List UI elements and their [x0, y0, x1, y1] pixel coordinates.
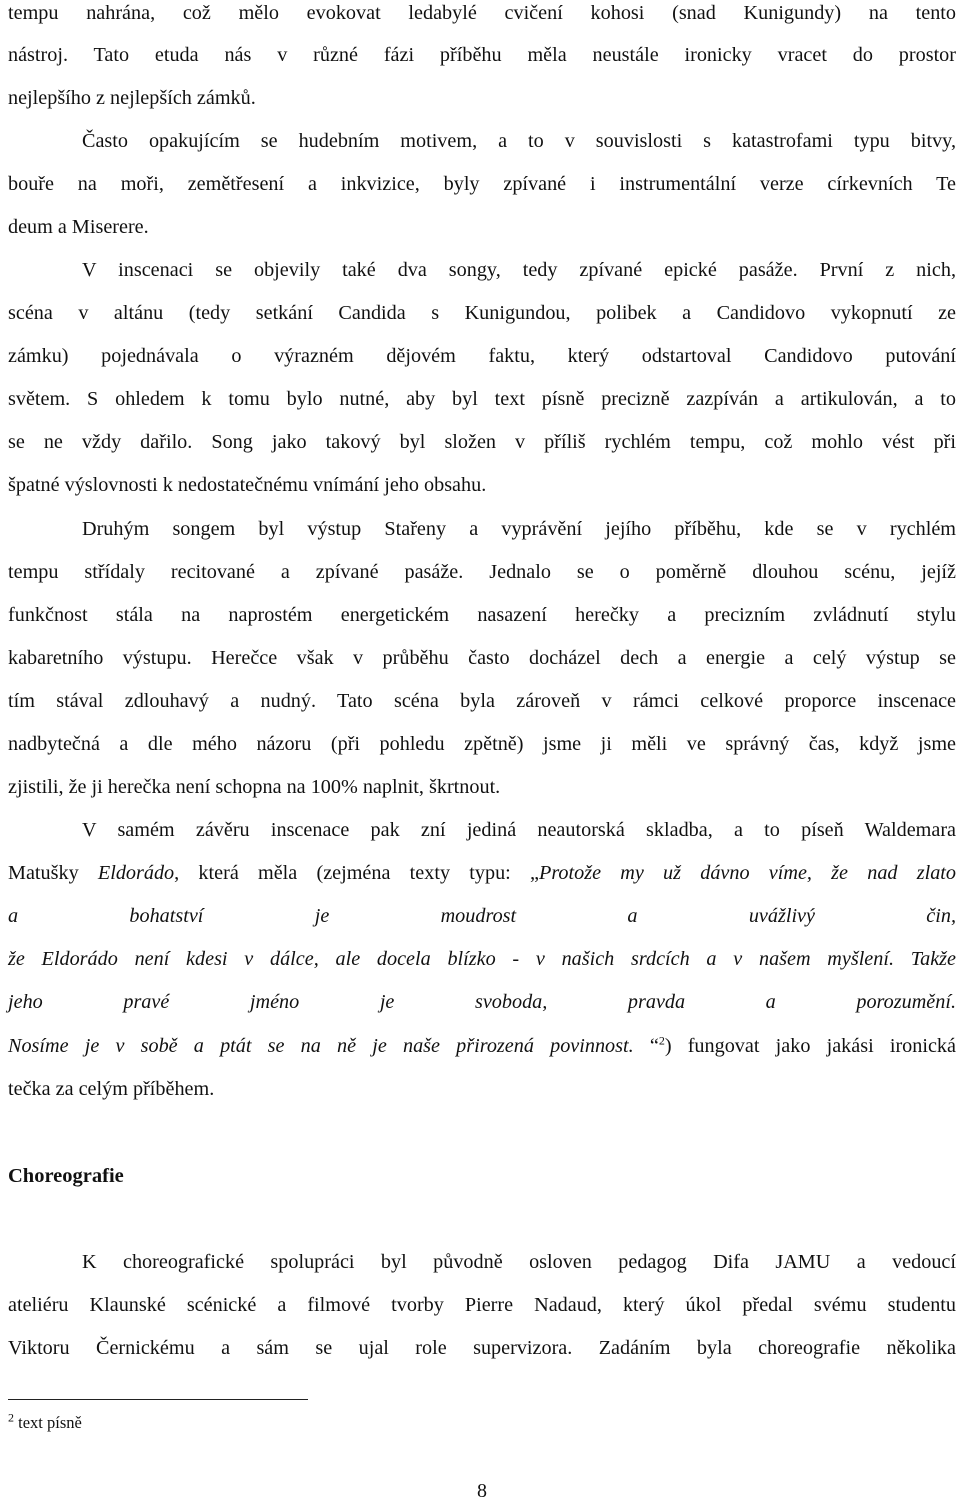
footnote [8, 1412, 82, 1434]
text-line: Často opakujícím se hudebním motivem, a to v souvislosti s katastrofami typu bitvy, [82, 130, 956, 152]
footnote-reference[interactable]: 2 [658, 1033, 665, 1048]
text-line: tečka za celým příběhem. [8, 1078, 215, 1100]
text-line: nadbytečná a dle mého názoru (při pohledu zpětně) jsme ji měli ve správný čas, když jsme [8, 733, 956, 755]
text-line: funkčnost stála na naprostém energetickém nasazení herečky a precizním zvládnutí stylu [8, 604, 956, 626]
song-title: Eldorádo [97, 862, 175, 884]
footnote-text: text písně [14, 1413, 82, 1432]
text-line: zámku) pojednávala o výrazném dějovém faktu, který odstartoval Candidovo putování [8, 345, 956, 367]
text-line: deum a Miserere. [8, 216, 149, 238]
page-number: 8 [477, 1480, 487, 1502]
text-line: tempu střídaly recitované a zpívané pasáže. Jednalo se o poměrně dlouhou scénu, jejíž [8, 561, 956, 583]
text-run: , která měla (zejména texty typu: „ [174, 862, 539, 884]
text-line: světem. S ohledem k tomu bylo nutné, aby byl text písně precizně zazpíván a artikulován, a to [8, 388, 956, 410]
song-quote: Protože my už dávno víme, že nad zlato [538, 862, 957, 884]
footnote-divider [8, 1399, 308, 1400]
text-run: ) fungovat jako jakási ironická [664, 1035, 956, 1057]
text-line: nástroj. Tato etuda nás v různé fázi příběhu měla neustále ironicky vracet do prostor [8, 44, 956, 66]
text-line [8, 946, 956, 972]
text-line: tempu nahrána, což mělo evokovat ledabylé cvičení kohosi (snad Kunigundy) na tento [8, 2, 956, 24]
text-line: zjistili, že ji herečka není schopna na 100% naplnit, škrtnout. [8, 776, 501, 798]
text-line: nejlepšího z nejlepších zámků. [8, 87, 256, 109]
text-run: “ [633, 1035, 659, 1057]
text-line: se ne vždy dařilo. Song jako takový byl složen v příliš rychlém tempu, což mohlo vést při [8, 431, 956, 453]
text-line: ateliéru Klaunské scénické a filmové tvorby Pierre Nadaud, který úkol předal svému studentu [8, 1294, 956, 1316]
text-line: scéna v altánu (tedy setkání Candida s Kunigundou, polibek a Candidovo vykopnutí ze [8, 302, 956, 324]
text-line: bouře na moři, zemětřesení a inkvizice, byly zpívané i instrumentální verze církevních Te [8, 173, 956, 195]
text-line [8, 989, 956, 1015]
text-line: V samém závěru inscenace pak zní jediná neautorská skladba, a to píseň Waldemara [82, 819, 956, 841]
text-line: tím stával zdlouhavý a nudný. Tato scéna byla zároveň v rámci celkové proporce inscenace [8, 690, 956, 712]
song-quote: a bohatství je moudrost a uvážlivý čin, [8, 905, 956, 927]
text-line: Druhým songem byl výstup Stařeny a vyprávění jejího příběhu, kde se v rychlém [82, 518, 956, 540]
song-quote: jeho pravé jméno je svoboda, pravda a porozumění. [8, 991, 956, 1013]
text-line [8, 1033, 956, 1059]
text-line: špatné výslovnosti k nedostatečnému vnímání jeho obsahu. [8, 474, 487, 496]
text-line [8, 903, 956, 929]
footnote-number: 2 [8, 1410, 14, 1425]
song-quote: Nosíme je v sobě a ptát se na ně je naše přirozená povinnost. [8, 1035, 634, 1057]
text-line: Viktoru Černickému a sám se ujal role supervizora. Zadáním byla choreografie několika [8, 1337, 956, 1359]
section-heading: Choreografie [8, 1165, 124, 1187]
text-line: V inscenaci se objevily také dva songy, tedy zpívané epické pasáže. První z nich, [82, 259, 956, 281]
text-line [8, 860, 956, 886]
text-line: K choreografické spolupráci byl původně osloven pedagog Difa JAMU a vedoucí [82, 1251, 956, 1273]
text-line: kabaretního výstupu. Herečce však v průběhu často docházel dech a energie a celý výstup se [8, 647, 956, 669]
text-run: Matušky [8, 862, 98, 884]
song-quote: že Eldorádo není kdesi v dálce, ale docela blízko - v našich srdcích a v našem myšlení. Takže [8, 948, 956, 970]
